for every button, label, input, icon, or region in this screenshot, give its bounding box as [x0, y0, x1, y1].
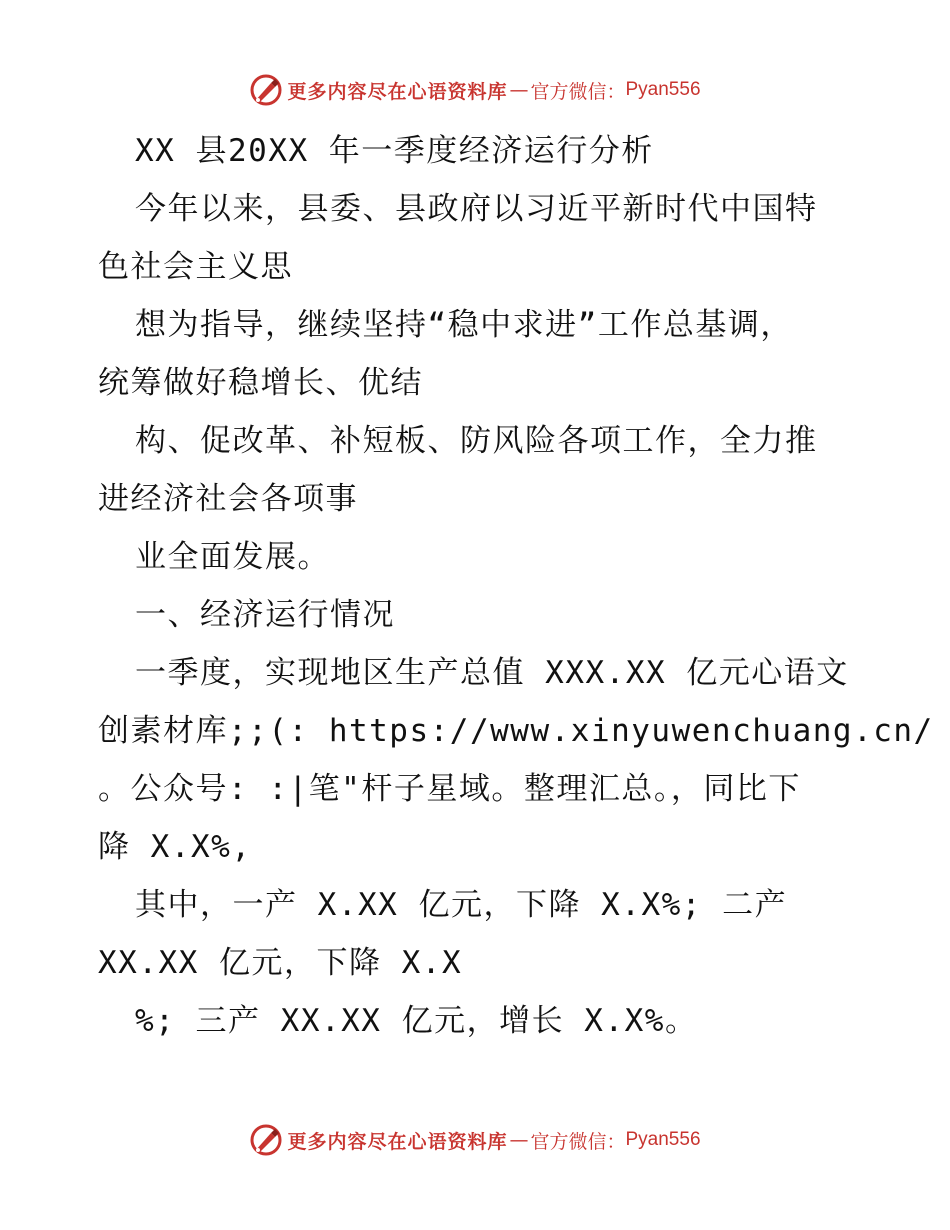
text-line: %; 三产 XX.XX 亿元，增长 X.X%。 — [135, 1003, 698, 1039]
text-line: 。公众号: :|笔"杆子星域。整理汇总。，同比下 — [98, 771, 801, 807]
text-line: XX.XX 亿元，下降 X.X — [98, 945, 463, 981]
text-line: 色社会主义思 — [98, 249, 293, 285]
header-slogan: 更多内容尽在心语资料库 — [287, 80, 508, 103]
text-line: 创素材库;;(: https://www.xinyuwenchuang.cn/ — [98, 713, 934, 749]
text-line: 想为指导，继续坚持“稳中求进”工作总基调， — [135, 307, 793, 343]
text-line: XX 县20XX 年一季度经济运行分析 — [135, 133, 654, 169]
text-line: 降 X.X%, — [98, 829, 252, 865]
header-dash: — — [509, 79, 529, 101]
text-line: 进经济社会各项事 — [98, 481, 358, 517]
footer-banner — [0, 1120, 950, 1160]
pen-logo-icon — [249, 73, 283, 107]
document-body — [98, 122, 934, 1050]
pen-logo-icon — [249, 1123, 283, 1157]
footer-wechat-label: 官方微信： — [530, 1130, 626, 1153]
text-line: 统筹做好稳增长、优结 — [98, 365, 423, 401]
header-wechat-id: Pyan556 — [625, 79, 701, 100]
text-line: 一、经济运行情况 — [135, 597, 395, 633]
footer-dash: — — [509, 1129, 529, 1151]
header-banner — [0, 70, 950, 110]
footer-wechat-id: Pyan556 — [625, 1129, 701, 1150]
text-line: 一季度，实现地区生产总值 XXX.XX 亿元心语文 — [135, 655, 849, 691]
text-line: 业全面发展。 — [135, 539, 330, 575]
text-line: 构、促改革、补短板、防风险各项工作，全力推 — [135, 423, 818, 459]
footer-slogan: 更多内容尽在心语资料库 — [287, 1130, 508, 1153]
header-wechat-label: 官方微信： — [530, 80, 626, 103]
text-line: 其中，一产 X.XX 亿元，下降 X.X%; 二产 — [135, 887, 788, 923]
text-line: 今年以来，县委、县政府以习近平新时代中国特 — [135, 191, 818, 227]
